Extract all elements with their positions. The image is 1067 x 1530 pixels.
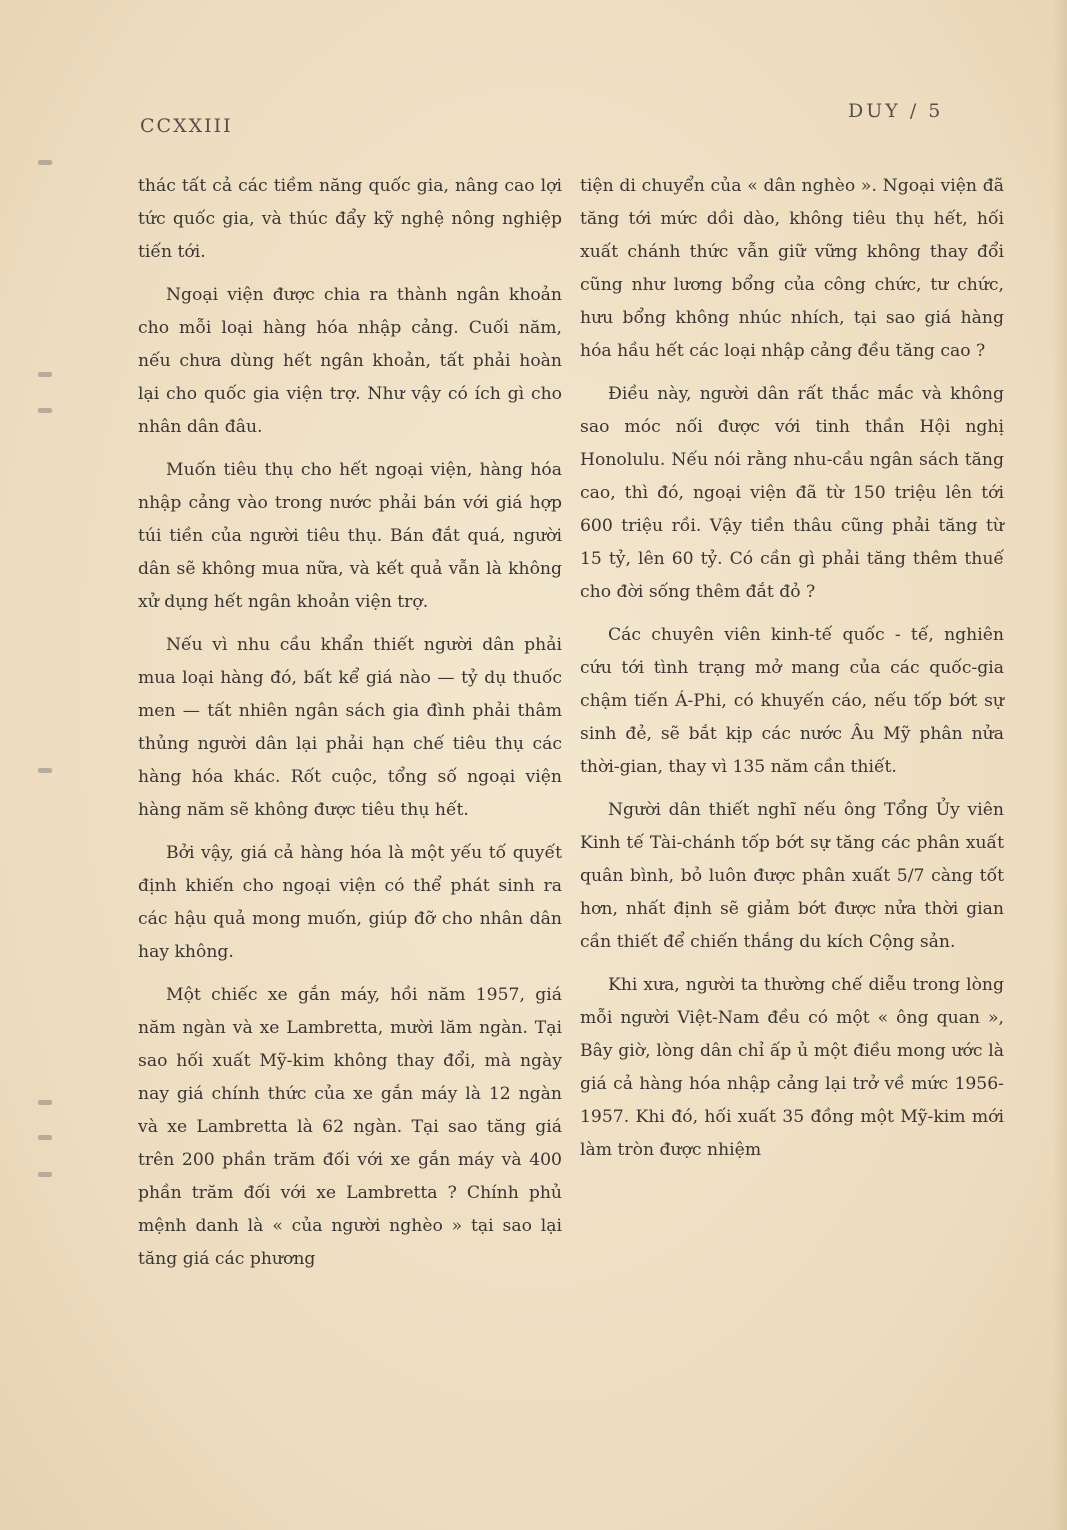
section-number: CCXXIII [140,115,233,137]
binding-hole-mark [38,1135,52,1140]
paragraph: Các chuyên viên kinh-tế quốc - tế, nghiên cứu tới tình trạng mở mang của các quốc-gia chậm tiến Á-Phi, có khuyến cáo, nếu tốp bớt sự sinh đẻ, sẽ bắt kịp các nước Âu Mỹ phân nửa thời-gian, thay vì 135 năm cần thiết. [580,625,1004,777]
binding-hole-mark [38,1100,52,1105]
paragraph: tiện di chuyển của « dân nghèo ». Ngoại viện đã tăng tới mức dồi dào, không tiêu thụ hết, hối xuất chánh thức vẫn giữ vững không thay đổi cũng như lương bổng của công chức, tư chức, hưu bổng không nhúc nhích, tại sao giá hàng hóa hầu hết các loại nhập cảng đều tăng cao ? [580,176,1004,361]
paragraph: Một chiếc xe gắn máy, hồi năm 1957, giá năm ngàn và xe Lambretta, mười lăm ngàn. Tại sao hối xuất Mỹ-kim không thay đổi, mà ngày nay giá chính thức của xe gắn máy là 12 ngàn và xe Lambretta là 62 ngàn. Tại sao tăng giá trên 200 phần trăm đối với xe gắn máy và 400 phần trăm đối với xe Lambretta ? Chính phủ mệnh danh là « của người nghèo » tại sao lại tăng giá các phương [138,985,562,1269]
paragraph: Bởi vậy, giá cả hàng hóa là một yếu tố quyết định khiến cho ngoại viện có thể phát sinh ra các hậu quả mong muốn, giúp đỡ cho nhân dân hay không. [138,843,562,962]
paragraph: Người dân thiết nghĩ nếu ông Tổng Ủy viên Kinh tế Tài-chánh tốp bớt sự tăng các phân xuất quân bình, bỏ luôn được phân xuất 5/7 càng tốt hơn, nhất định sẽ giảm bớt được nửa thời gian cần thiết để chiến thắng du kích Cộng sản. [580,800,1004,952]
binding-hole-mark [38,372,52,377]
text-column-right [580,170,1004,1177]
paragraph: Khi xưa, người ta thường chế diễu trong lòng mỗi người Việt-Nam đều có một « ông quan », Bây giờ, lòng dân chỉ ấp ủ một điều mong ước là giá cả hàng hóa nhập cảng lại trở về mức 1956-1957. Khi đó, hối xuất 35 đồng một Mỹ-kim mới làm tròn được nhiệm [580,975,1004,1160]
binding-hole-mark [38,160,52,165]
paragraph: Muốn tiêu thụ cho hết ngoại viện, hàng hóa nhập cảng vào trong nước phải bán với giá hợp túi tiền của người tiêu thụ. Bán đắt quá, người dân sẽ không mua nữa, và kết quả vẫn là không xử dụng hết ngân khoản viện trợ. [138,460,562,612]
paragraph: Nếu vì nhu cầu khẩn thiết người dân phải mua loại hàng đó, bất kể giá nào — tỷ dụ thuốc men — tất nhiên ngân sách gia đình phải thâm thủng người dân lại phải hạn chế tiêu thụ các hàng hóa khác. Rốt cuộc, tổng số ngoại viện hàng năm sẽ không được tiêu thụ hết. [138,635,562,820]
text-column-left [138,170,562,1286]
running-title: DUY / 5 [848,100,944,122]
binding-hole-mark [38,768,52,773]
paragraph: Ngoại viện được chia ra thành ngân khoản cho mỗi loại hàng hóa nhập cảng. Cuối năm, nếu chưa dùng hết ngân khoản, tất phải hoàn lại cho quốc gia viện trợ. Như vậy có ích gì cho nhân dân đâu. [138,285,562,437]
page-edge-shadow [1053,0,1067,1530]
binding-hole-mark [38,1172,52,1177]
paragraph: thác tất cả các tiềm năng quốc gia, nâng cao lợi tức quốc gia, và thúc đẩy kỹ nghệ nông nghiệp tiến tới. [138,176,562,262]
paragraph: Điều này, người dân rất thắc mắc và không sao móc nối được với tinh thần Hội nghị Honolulu. Nếu nói rằng nhu-cầu ngân sách tăng cao, thì đó, ngoại viện đã từ 150 triệu lên tới 600 triệu rồi. Vậy tiền thâu cũng phải tăng từ 15 tỷ, lên 60 tỷ. Có cần gì phải tăng thêm thuế cho đời sống thêm đắt đỏ ? [580,384,1004,602]
binding-hole-mark [38,408,52,413]
